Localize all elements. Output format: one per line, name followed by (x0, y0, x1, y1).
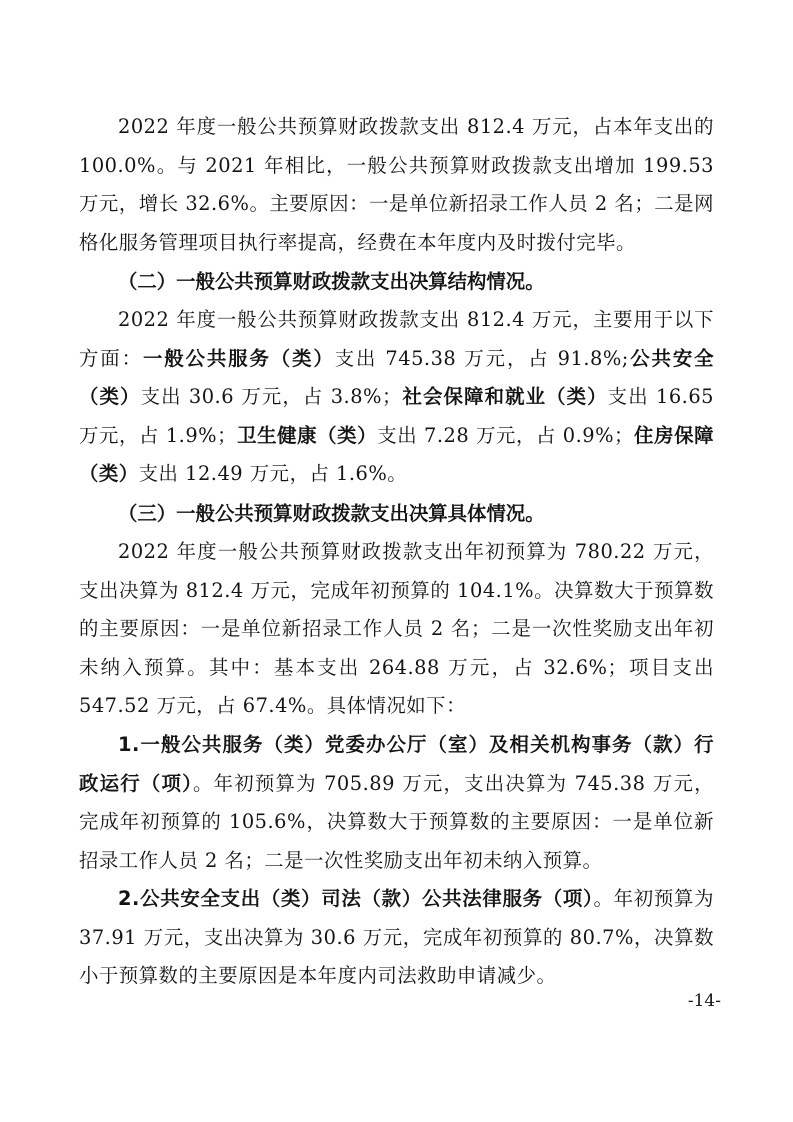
detail-item-1-title: 1.一般公共服务（类）党委办公厅（室）及相关机构事务（款）行政运行（项） (79, 733, 714, 795)
paragraph-expenditure-structure (79, 301, 714, 494)
structure-text-3: 支出 16.65 万元，占 1.9%； (79, 385, 715, 447)
category-public-security: 公共安全（类） (79, 346, 715, 409)
detail-item-2-body: 。年初预算为 37.91 万元，支出决算为 30.6 万元，完成年初预算的 80.7%，决算数小于预算数的主要原因是本年度内司法救助申请减少。 (79, 887, 714, 988)
paragraph-expenditure-overview: 2022 年度一般公共预算财政拨款支出 812.4 万元，占本年支出的 100.0%。与 2021 年相比，一般公共预算财政拨款支出增加 199.53 万元，增长 32.6%。主要原因：一是单位新招录工作人员 2 名；二是网格化服务管理项目执行率提高，经费在本年度内及时拨付完毕。 (79, 115, 714, 254)
structure-text-5: 支出 12.49 万元，占 1.6%。 (138, 462, 408, 486)
detail-item-2-title: 2.公共安全支出（类）司法（款）公共法律服务（项） (118, 887, 594, 910)
detail-item-1-body: 。年初预算为 705.89 万元，支出决算为 745.38 万元，完成年初预算的 105.6%，决算数大于预算数的主要原因：一是单位新招录工作人员 2 名；二是一次性奖励支出年初未纳入预算。 (79, 771, 714, 872)
structure-text-2: 支出 30.6 万元，占 3.8%； (140, 385, 402, 409)
category-housing: 住房保障（类） (79, 423, 714, 486)
structure-intro-text: 2022 年度一般公共预算财政拨款支出 812.4 万元，主要用于以下方面： (79, 308, 714, 370)
detail-item-1 (79, 726, 714, 880)
page-number: -14- (687, 991, 721, 1011)
section-heading-details: （三）一般公共预算财政拨款支出决算具体情况。 (118, 502, 545, 525)
detail-item-2 (79, 880, 714, 996)
category-general-public-services: 一般公共服务（类） (142, 346, 335, 370)
category-health: 卫生健康（类） (236, 423, 378, 447)
structure-text-1: 支出 745.38 万元，占 91.8%; (334, 346, 629, 370)
category-social-security: 社会保障和就业（类） (401, 385, 608, 409)
section-heading-structure: （二）一般公共预算财政拨款支出决算结构情况。 (118, 270, 545, 293)
structure-text-4: 支出 7.28 万元，占 0.9%； (377, 423, 634, 447)
paragraph-expenditure-details: 2022 年度一般公共预算财政拨款支出年初预算为 780.22 万元，支出决算为 812.4 万元，完成年初预算的 104.1%。决算数大于预算数的主要原因：一是单位新招录工作人员 2 名；二是一次性奖励支出年初未纳入预算。其中：基本支出 264.88 万元，占 32.6%；项目支出 547.52 万元，占 67.4%。具体情况如下： (79, 540, 714, 718)
